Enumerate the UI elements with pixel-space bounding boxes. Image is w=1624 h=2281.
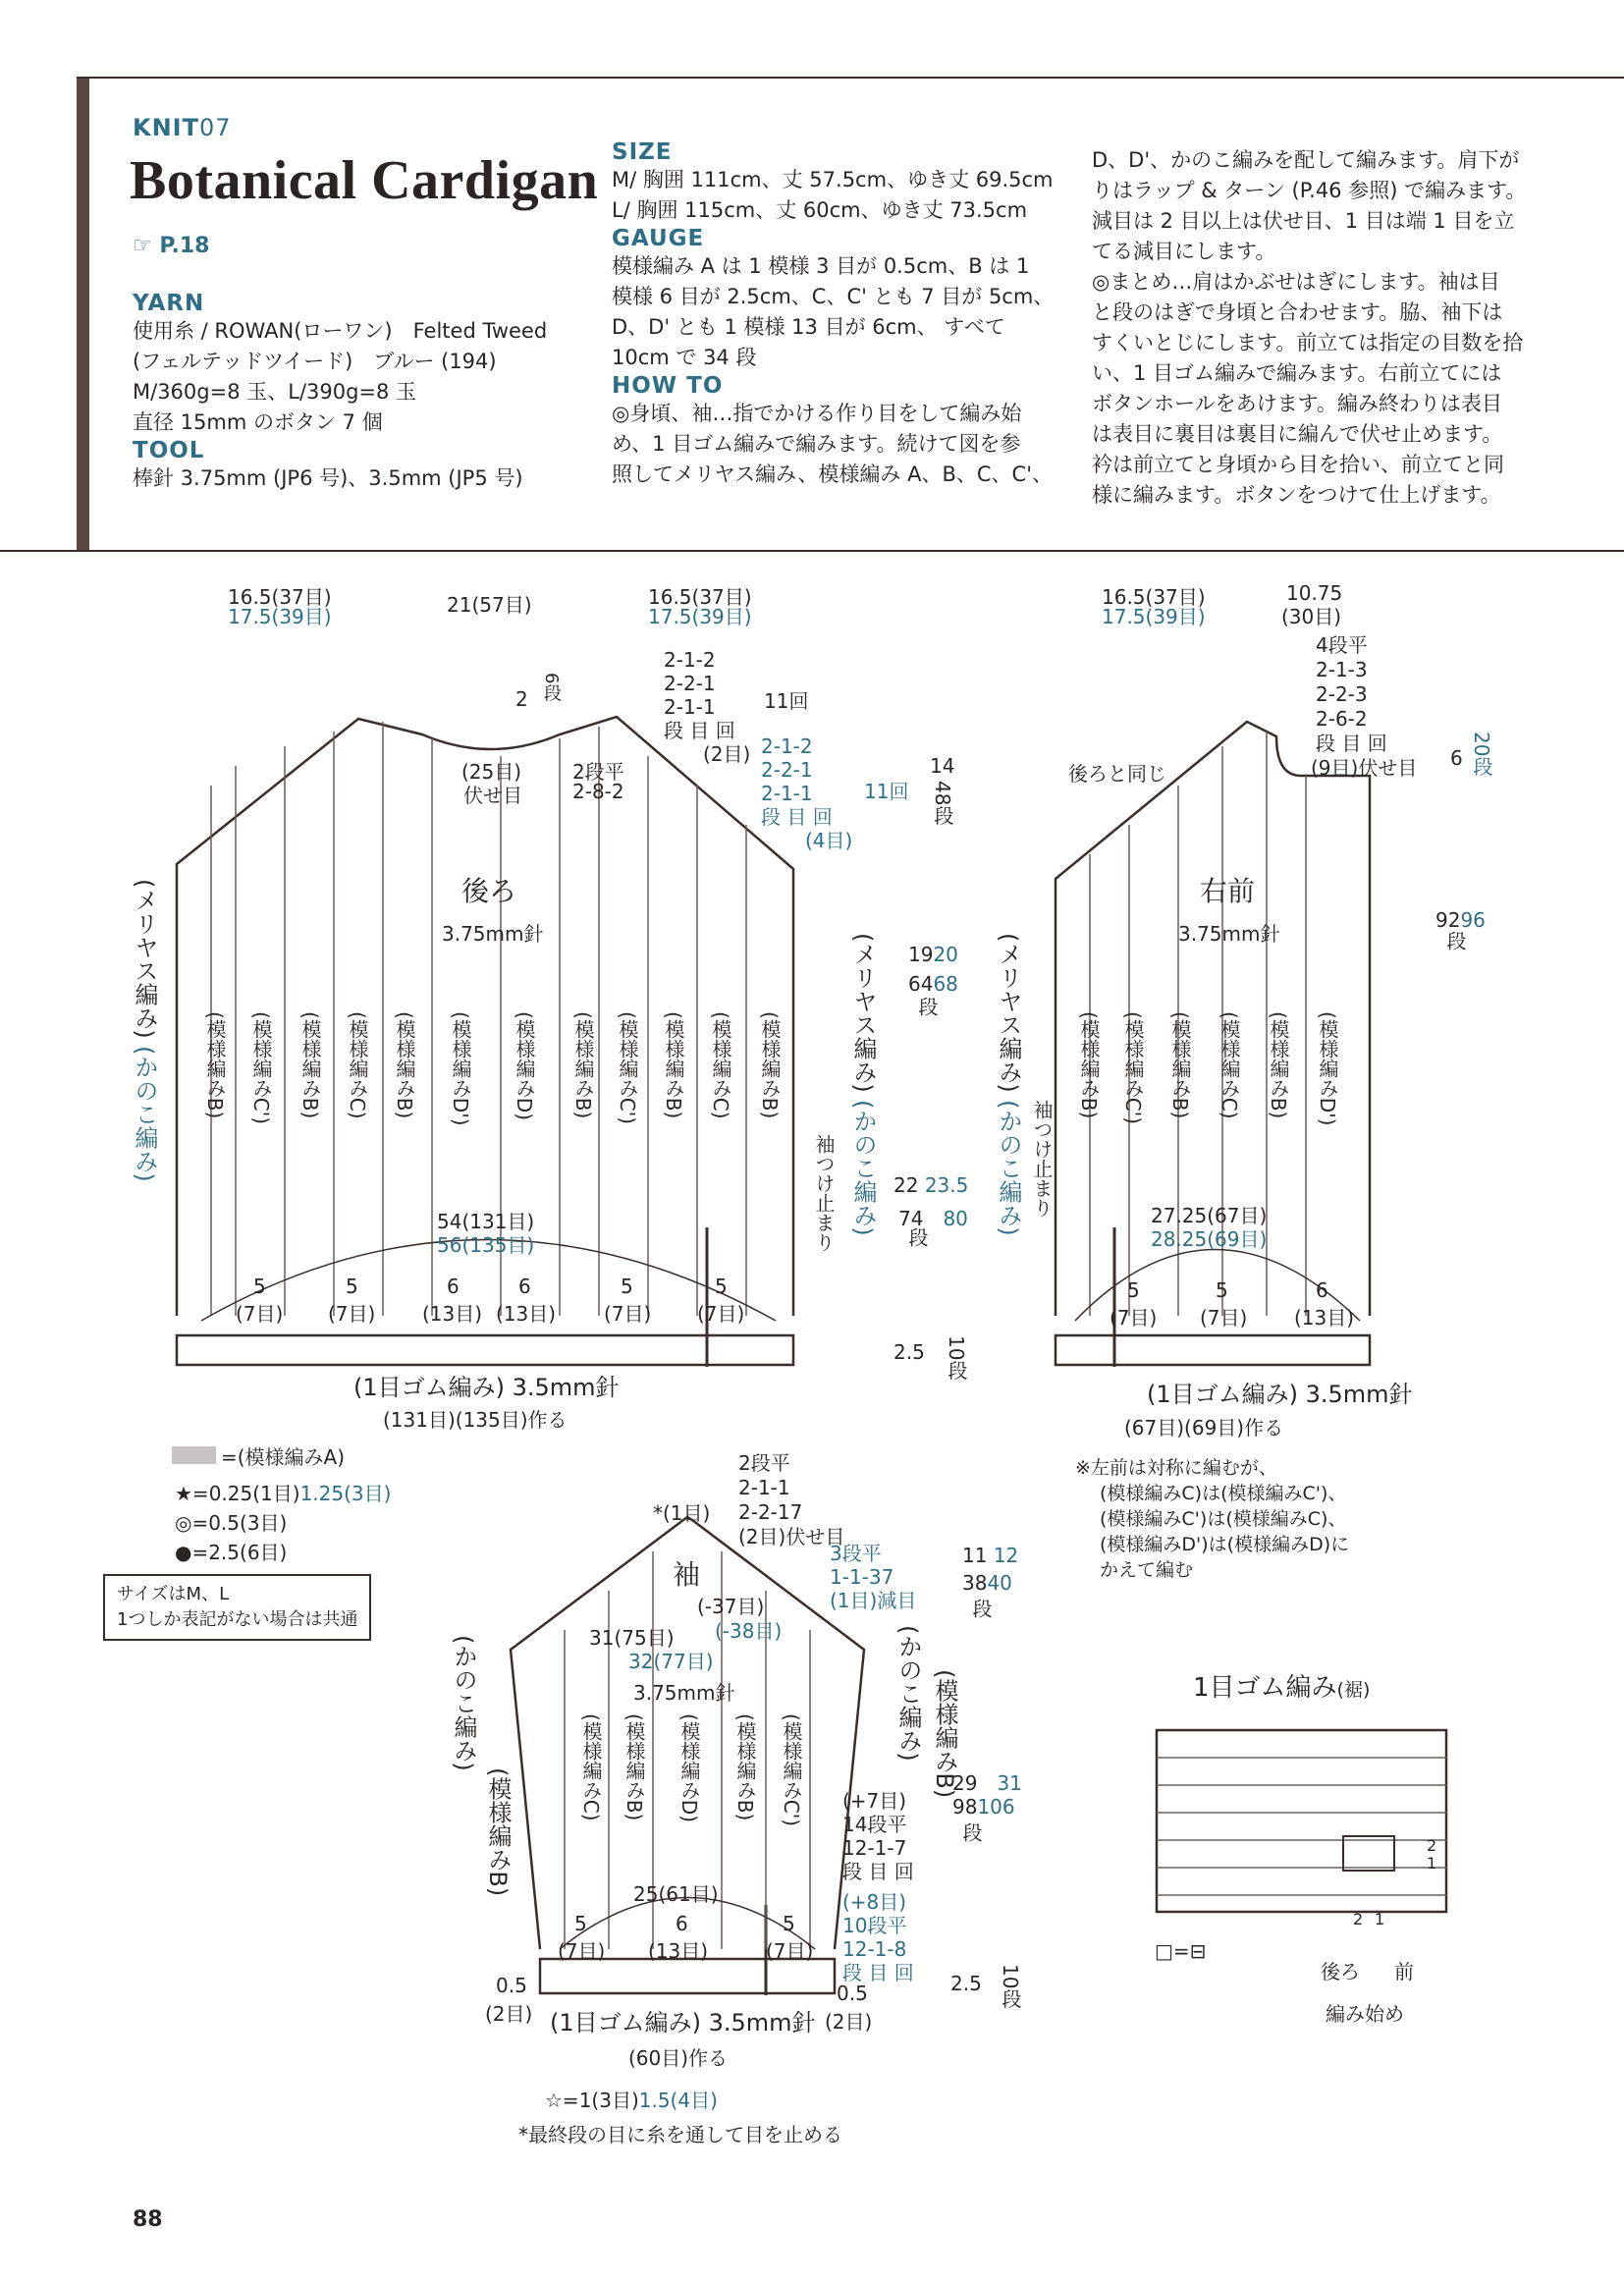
tool-line: 棒針 3.75mm (JP6 号)、3.5mm (JP5 号) xyxy=(133,466,523,490)
rib-chart-title-sub: (裾) xyxy=(1336,1679,1371,1701)
yarn-line: 使用糸 / ROWAN(ローワン) Felted Tweed xyxy=(133,319,548,343)
front-count: (13目) xyxy=(1294,1306,1355,1330)
back-col-11: (模様編みC) xyxy=(709,1011,732,1119)
front-width-a: 27.25(67目) xyxy=(1151,1204,1268,1227)
front-col-1: (模様編みB) xyxy=(1077,1011,1101,1119)
yarn-line: (フェルテッドツイード) ブルー (194) xyxy=(133,350,497,373)
front-col-2: (模様編みC') xyxy=(1121,1011,1145,1125)
back-count: 6 xyxy=(447,1275,460,1298)
back-top-left-b: 17.5(39目) xyxy=(228,605,332,628)
legend-dot: ●=2.5(6目) xyxy=(175,1541,288,1564)
size-line: M/ 胸囲 111cm、丈 57.5cm、ゆき丈 69.5cm xyxy=(612,168,1054,191)
back-top-right-b: 17.5(39目) xyxy=(648,605,752,628)
back-rib-h: 2.5 xyxy=(893,1340,925,1364)
back-lower-rows-unit: 段 xyxy=(905,1227,929,1247)
back-count: 6 xyxy=(518,1275,531,1298)
sleeve-cap-h-b: 12 xyxy=(993,1544,1019,1567)
front-rib xyxy=(1056,1335,1370,1365)
sleeve-star-note-b: 1.5(4目) xyxy=(638,2089,718,2112)
howto-line: 照してメリヤス編み、模様編み A、B、C、C'、 xyxy=(612,462,1053,486)
back-lower-h-a: 22 xyxy=(893,1173,919,1197)
legend-circle: ◎=0.5(3目) xyxy=(175,1511,288,1535)
front-count: 5 xyxy=(1127,1278,1140,1302)
back-top-right-a: 16.5(37目) xyxy=(648,585,752,609)
back-body-h-a: 19 xyxy=(908,943,934,966)
sleeve-edge-l-b: (2目) xyxy=(485,2002,533,2026)
sleeve-col-2: (模様編みB) xyxy=(623,1713,646,1821)
sleeve-cast-on: (60目)作る xyxy=(628,2046,729,2070)
sleeve-cap-rows-b: 40 xyxy=(987,1571,1012,1595)
front-count: (7目) xyxy=(1110,1306,1158,1330)
back-shoulder-m-times: 11回 xyxy=(764,689,809,713)
sleeve-len-unit: 段 xyxy=(959,1822,983,1842)
back-col-6: (模様編みD') xyxy=(449,1011,472,1126)
front-count: 5 xyxy=(1216,1278,1228,1302)
sleeve-dec-m: (-37目) xyxy=(697,1595,765,1618)
back-rib-rows: 10段 xyxy=(945,1335,968,1381)
howto-line: と段のはぎで身頃と合わせます。脇、袖下は xyxy=(1092,300,1503,324)
sleeve-side-right-b: (模様編みB) xyxy=(931,1669,958,1799)
sleeve-title: 袖 xyxy=(673,1558,701,1591)
front-top-left-b: 17.5(39目) xyxy=(1102,605,1206,628)
sleeve-width-b: 32(77目) xyxy=(628,1650,714,1673)
sleeve-len-rows-a: 98 xyxy=(952,1795,978,1819)
front-top-left-a: 16.5(37目) xyxy=(1102,585,1206,609)
back-col-10: (模様編みB) xyxy=(662,1011,685,1119)
front-total-h-a: 92 xyxy=(1435,908,1461,932)
front-col-3: (模様編みB) xyxy=(1168,1011,1192,1119)
sleeve-star-note: ☆=1(3目) xyxy=(545,2089,639,2112)
rib-chart-front-label: 前 xyxy=(1394,1960,1414,1983)
front-sleeve-stop: 袖つけ止まり xyxy=(1030,1100,1054,1218)
front-count: (7目) xyxy=(1200,1306,1248,1330)
back-count: 5 xyxy=(346,1275,358,1298)
back-body-rows-b: 68 xyxy=(933,972,958,996)
back-lower-rows-b: 80 xyxy=(943,1207,968,1230)
back-col-3: (模様編みB) xyxy=(298,1011,322,1119)
sleeve-rib xyxy=(540,1959,835,1993)
back-count: (13目) xyxy=(496,1302,557,1326)
front-count: 6 xyxy=(1316,1278,1328,1302)
front-same-as-back: 後ろと同じ xyxy=(1068,762,1166,786)
back-top-mid: 21(57目) xyxy=(447,593,532,617)
back-title: 後ろ xyxy=(461,875,517,907)
sleeve-count: (7目) xyxy=(558,1939,606,1963)
page-number: 88 xyxy=(133,2207,163,2232)
sleeve-col-3: (模様編みD) xyxy=(677,1713,701,1823)
back-col-5: (模様編みB) xyxy=(393,1011,416,1119)
back-sleeve-stop: 袖つけ止まり xyxy=(812,1134,836,1252)
size-line: L/ 胸囲 115cm、丈 60cm、ゆき丈 73.5cm xyxy=(612,198,1028,222)
sleeve-count: 6 xyxy=(676,1912,688,1935)
size-heading: SIZE xyxy=(612,139,673,165)
back-col-2: (模様編みC') xyxy=(249,1011,273,1125)
sleeve-top-star: *(1目) xyxy=(653,1501,711,1525)
rib-chart-title: 1目ゴム編み xyxy=(1193,1673,1337,1703)
sleeve-col-4: (模様編みB) xyxy=(733,1713,757,1821)
back-neck-rows: 2 xyxy=(515,687,528,711)
sleeve-rib: (1目ゴム編み) 3.5mm針 xyxy=(550,2009,816,2037)
back-side-right-b: (かのこ編み) xyxy=(849,1100,877,1236)
front-neck-rows: 20段 xyxy=(1470,732,1493,777)
sleeve-inc-l-lines: (+8目) 10段平 12-1-8 段 目 回 xyxy=(842,1890,914,1984)
howto-line: ◎まとめ…肩はかぶせはぎにします。袖は目 xyxy=(1092,270,1500,294)
front-top-right-a: 10.75 xyxy=(1286,581,1343,605)
howto-line: い、1 目ゴム編みで編みます。右前立てには xyxy=(1092,361,1502,385)
back-count: 5 xyxy=(621,1275,633,1298)
howto-line: りはラップ & ターン (P.46 参照) で編みます。 xyxy=(1092,179,1527,202)
yarn-line: M/360g=8 玉、L/390g=8 玉 xyxy=(133,380,417,404)
back-count: 5 xyxy=(253,1275,266,1298)
back-count: 5 xyxy=(715,1275,728,1298)
sleeve-rib-rows: 10段 xyxy=(999,1964,1022,2009)
sleeve-top-shaping: 2段平 2-1-1 2-2-17 (2目)伏せ目 xyxy=(738,1451,845,1548)
howto-line: 減目は 2 目以上は伏せ目、1 目は端 1 目を立 xyxy=(1092,209,1515,233)
howto-line: 様に編みます。ボタンをつけて仕上げます。 xyxy=(1092,483,1501,507)
front-total-h-b: 96 xyxy=(1460,908,1486,932)
back-count: (7目) xyxy=(328,1302,376,1326)
back-needle: 3.75mm針 xyxy=(442,922,544,946)
sleeve-dec-lines: 3段平 1-1-37 (1目)減目 xyxy=(830,1542,917,1612)
rib-chart-back-label: 後ろ xyxy=(1321,1960,1360,1983)
sleeve-count: 5 xyxy=(574,1912,587,1935)
yarn-heading: YARN xyxy=(133,291,205,316)
sleeve-side-left-b: (模様編みB) xyxy=(484,1767,512,1897)
rib-chart-key: □=⊟ xyxy=(1155,1939,1207,1963)
back-rib: (1目ゴム編み) 3.5mm針 xyxy=(353,1374,620,1401)
back-count: (7目) xyxy=(697,1302,745,1326)
sleeve-inc-lines: (+7目) 14段平 12-1-7 段 目 回 xyxy=(842,1789,914,1883)
sleeve-len-rows-b: 106 xyxy=(977,1795,1015,1819)
size-note-box: サイズはM、L 1つしか表記がない場合は共通 xyxy=(103,1574,371,1641)
page-reference: ☞ P.18 xyxy=(133,234,210,258)
back-neck-dec: 2段平 xyxy=(572,760,624,784)
front-neck-shaping: 4段平 2-1-3 2-2-3 2-6-2 段 目 回 (9目)伏せ目 xyxy=(1311,633,1418,780)
back-body-rows-unit: 段 xyxy=(915,997,939,1016)
gauge-line: 模様 6 目が 2.5cm、C、C' とも 7 目が 5cm、 xyxy=(612,285,1055,308)
gauge-heading: GAUGE xyxy=(612,226,705,251)
rib-chart-row-1: 1 xyxy=(1427,1854,1437,1873)
knit-number: KNIT07 xyxy=(133,114,232,141)
front-side: (メリヤス編み) xyxy=(995,933,1022,1093)
howto-line: は表目に裏目は裏目に編んで伏せ止めます。 xyxy=(1092,422,1503,446)
back-shoulder-m: 2-1-2 2-2-1 2-1-1 段 目 回 (2目) xyxy=(664,648,751,766)
sleeve-width-a: 31(75目) xyxy=(589,1626,675,1650)
back-neck-rows-unit: 6段 xyxy=(541,673,562,702)
back-count: (7目) xyxy=(604,1302,652,1326)
back-shoulder-l-times: 11回 xyxy=(864,780,909,803)
tool-heading: TOOL xyxy=(133,438,205,463)
back-col-8: (模様編みB) xyxy=(571,1011,595,1119)
back-cast-on: (131目)(135目)作る xyxy=(383,1408,568,1432)
sleeve-count: (7目) xyxy=(766,1939,814,1963)
front-title: 右前 xyxy=(1200,875,1256,907)
back-width-b: 56(135目) xyxy=(437,1233,535,1257)
sleeve-count: 5 xyxy=(783,1912,795,1935)
back-count: (13目) xyxy=(422,1302,483,1326)
rib-chart-row-2: 2 xyxy=(1427,1836,1437,1855)
back-col-4: (模様編みC) xyxy=(346,1011,369,1119)
back-neck-bind: (25目) xyxy=(461,760,522,784)
howto-line: ◎身頃、袖…指でかける作り目をして編み始 xyxy=(612,402,1022,425)
front-neck-h: 6 xyxy=(1450,746,1463,770)
back-body-rows-a: 64 xyxy=(908,972,934,996)
sleeve-side-right: (かのこ編み) xyxy=(894,1625,922,1762)
front-needle: 3.75mm針 xyxy=(1178,922,1280,946)
gauge-line: 10cm で 34 段 xyxy=(612,346,757,369)
sleeve-edge-l: 0.5 xyxy=(496,1974,527,1997)
back-count: (7目) xyxy=(236,1302,284,1326)
sleeve-rib-h: 2.5 xyxy=(950,1972,982,1995)
gauge-line: D、D' とも 1 模様 13 目が 6cm、 すべて xyxy=(612,315,1005,339)
rib-chart-col-1: 1 xyxy=(1375,1910,1385,1928)
legend-star: ★=0.25(1目) xyxy=(175,1482,300,1505)
sleeve-bind-note: *最終段の目に糸を通して目を止める xyxy=(518,2123,842,2146)
front-rib: (1目ゴム編み) 3.5mm針 xyxy=(1147,1381,1413,1408)
front-col-5: (模様編みB) xyxy=(1267,1011,1290,1119)
sleeve-cap-rows-a: 38 xyxy=(962,1571,988,1595)
legend-star-b: 1.25(3目) xyxy=(299,1482,392,1505)
sleeve-col-1: (模様編みC) xyxy=(579,1713,603,1821)
rib-chart-col-2: 2 xyxy=(1353,1910,1364,1928)
back-body-h-b: 20 xyxy=(933,943,958,966)
sleeve-lower-width: 25(61目) xyxy=(633,1882,719,1906)
front-side-b: (かのこ編み) xyxy=(995,1100,1022,1236)
front-col-4: (模様編みC) xyxy=(1218,1011,1241,1119)
back-lower-rows-a: 74 xyxy=(898,1207,924,1230)
sleeve-edge-r-b: (2目) xyxy=(825,2010,873,2034)
back-col-1: (模様編みB) xyxy=(203,1011,227,1119)
howto-line: D、D'、かのこ編みを配して編みます。肩下が xyxy=(1092,148,1520,172)
sleeve-count: (13目) xyxy=(648,1939,709,1963)
back-lower-h-b: 23.5 xyxy=(924,1173,969,1197)
back-col-12: (模様編みB) xyxy=(758,1011,782,1119)
howto-line: め、1 目ゴム編みで編みます。続けて図を参 xyxy=(612,432,1021,456)
sleeve-side-left: (かのこ編み) xyxy=(450,1635,477,1771)
back-side-right: (メリヤス編み) xyxy=(849,933,877,1093)
back-yoke-rows: 48段 xyxy=(931,781,954,826)
back-top-left-a: 16.5(37目) xyxy=(228,585,332,609)
pattern-title: Botanical Cardigan xyxy=(130,150,599,211)
left-front-note: ※左前は対称に編むが、 (模様編みC)は(模様編みC')、 (模様編みC')は(模様編みC)、 (模様編みD')は(模様編みD)に かえて編む xyxy=(1075,1457,1350,1581)
howto-line: ボタンホールをあけます。編み終わりは表目 xyxy=(1092,392,1502,415)
back-side-left-b: (かのこ編み) xyxy=(131,1046,158,1182)
back-shoulder-l: 2-1-2 2-2-1 2-1-1 段 目 回 (4目) xyxy=(761,734,853,852)
back-col-7: (模様編みD) xyxy=(513,1011,536,1121)
back-rib xyxy=(177,1335,793,1365)
front-total-unit: 段 xyxy=(1443,931,1467,950)
sleeve-len-a: 29 xyxy=(952,1771,978,1795)
sleeve-cap-unit: 段 xyxy=(969,1599,993,1618)
yarn-line: 直径 15mm のボタン 7 個 xyxy=(133,410,383,434)
sleeve-edge-r: 0.5 xyxy=(837,1982,868,2005)
howto-heading: HOW TO xyxy=(612,373,724,399)
back-side-left: (メリヤス編み) xyxy=(131,879,158,1039)
back-col-9: (模様編みC') xyxy=(616,1011,639,1125)
front-col-6: (模様編みD') xyxy=(1316,1011,1339,1126)
howto-line: 衿は前立てと身頃から目を拾い、前立てと同 xyxy=(1092,453,1504,476)
front-width-b: 28.25(69目) xyxy=(1151,1227,1268,1251)
front-cast-on: (67目)(69目)作る xyxy=(1124,1416,1284,1439)
sleeve-len-b: 31 xyxy=(997,1771,1022,1795)
rib-chart-start-label: 編み始め xyxy=(1326,2002,1404,2026)
howto-line: すくいとじにします。前立ては指定の目数を拾 xyxy=(1092,331,1524,354)
sleeve-col-5: (模様編みC') xyxy=(780,1713,803,1827)
legend-pattern-a: =(模様編みA) xyxy=(221,1445,346,1469)
back-neck-dec2: 2-8-2 xyxy=(572,780,624,803)
back-width-a: 54(131目) xyxy=(437,1210,535,1233)
sleeve-cap-h-a: 11 xyxy=(962,1544,988,1567)
back-yoke-h: 14 xyxy=(930,754,955,778)
sleeve-dec-l: (-38目) xyxy=(715,1619,783,1643)
howto-line: てる減目にします。 xyxy=(1092,240,1276,263)
back-neck-bind-label: 伏せ目 xyxy=(463,784,522,807)
front-top-right-b: (30目) xyxy=(1281,605,1342,628)
gauge-line: 模様編み A は 1 模様 3 目が 0.5cm、B は 1 xyxy=(612,254,1030,278)
sleeve-needle: 3.75mm針 xyxy=(633,1681,735,1705)
